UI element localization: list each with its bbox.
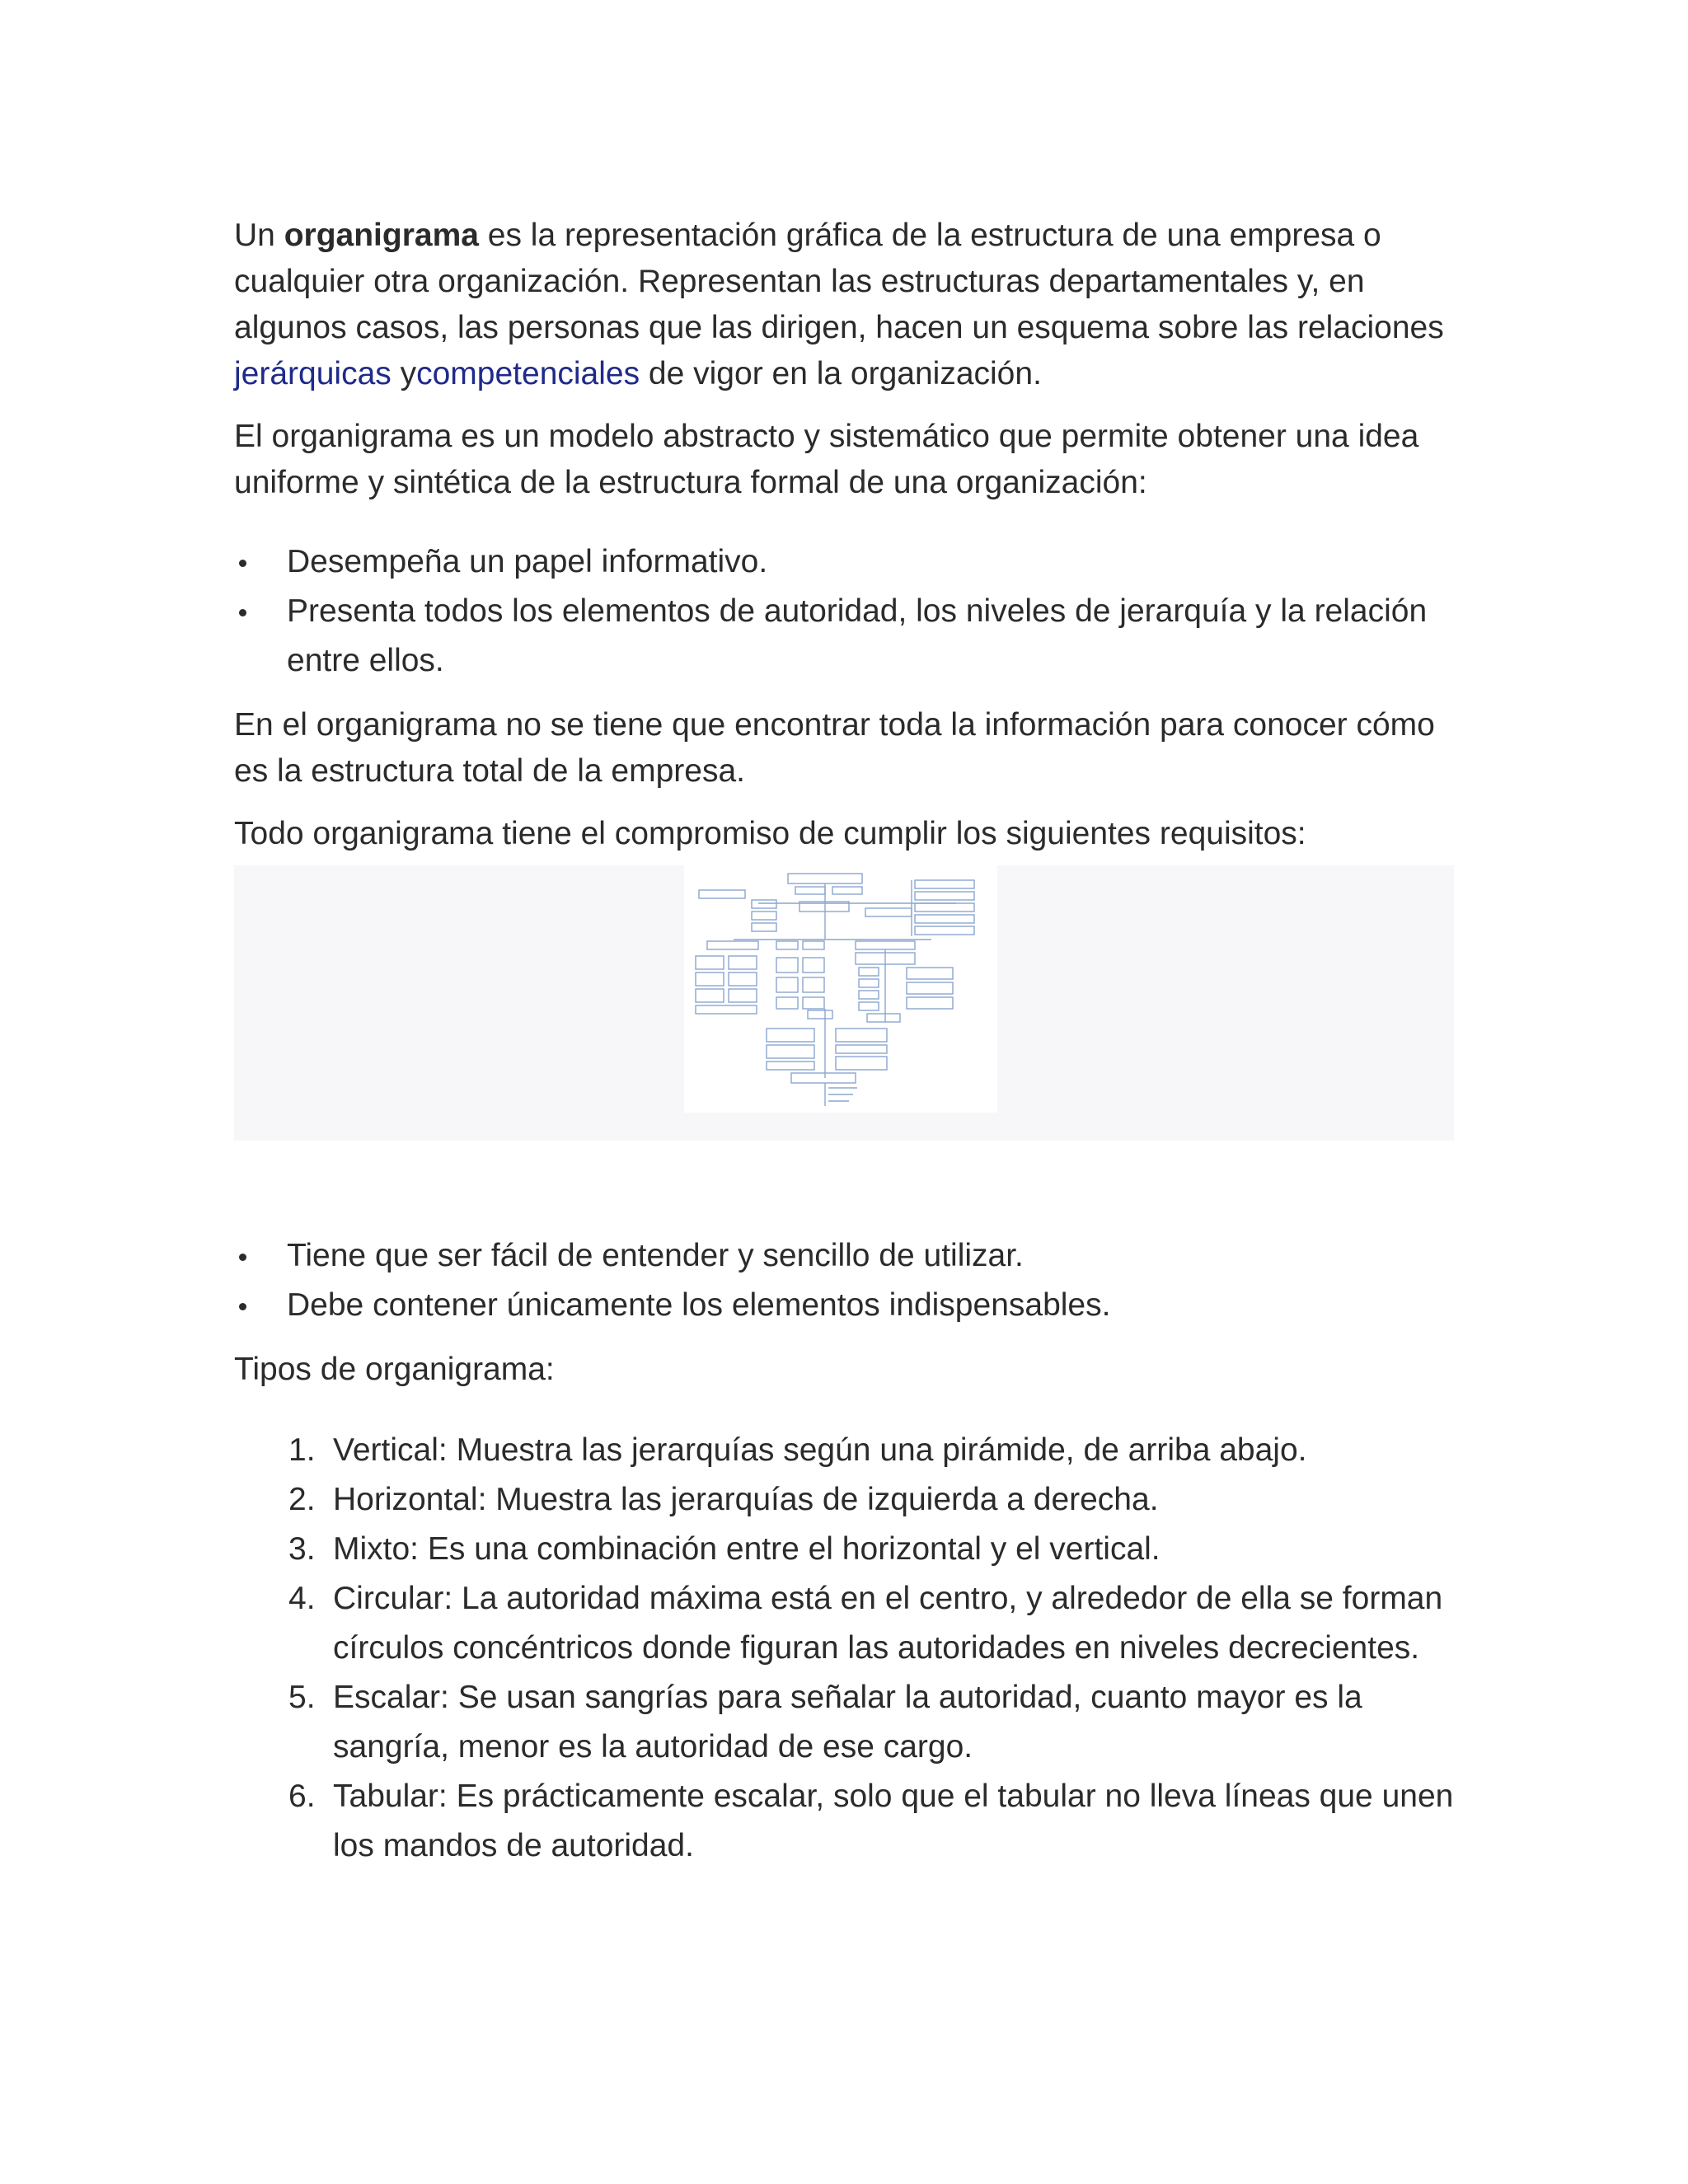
paragraph-requisitos: Todo organigrama tiene el compromiso de cumplir los siguientes requisitos: [234,816,1306,851]
link-competenciales[interactable]: competenciales [416,356,640,391]
link-jerarquicas[interactable]: jerárquicas [234,356,392,391]
paragraph-informacion: En el organigrama no se tiene que encontrar toda la información para conocer cómo es la estructura total de la empresa. [234,707,1435,789]
list-item: 2. Horizontal: Muestra las jerarquías de izquierda a derecha. [288,1482,1159,1517]
term-organigrama: organigrama [284,218,479,253]
intro-paragraph: Un organigrama es la representación gráfica de la estructura de una empresa o cualquier otra organización. Representan las estructuras departamentales y, en algunos casos, las personas que las dirigen, hacen un esquema sobre las relaciones jerárquicas ycompetenciales de vigor en la organización. [234,218,1444,391]
list-item: 3. Mixto: Es una combinación entre el horizontal y el vertical. [288,1531,1160,1567]
list-item: Desempeña un papel informativo. [234,537,1454,587]
paragraph-tipos: Tipos de organigrama: [234,1352,555,1387]
list-item: Tiene que ser fácil de entender y sencillo de utilizar. [234,1231,1454,1281]
list-item: 4. Circular: La autoridad máxima está en el centro, y alrededor de ella se forman círculos concéntricos donde figuran las autoridades en niveles decrecientes. [288,1581,1443,1666]
paragraph-modelo: El organigrama es un modelo abstracto y sistemático que permite obtener una idea uniforme y sintética de la estructura formal de una organización: [234,419,1419,500]
list-item: 5. Escalar: Se usan sangrías para señalar la autoridad, cuanto mayor es la sangría, menor es la autoridad de ese cargo. [288,1680,1362,1765]
list-item: Debe contener únicamente los elementos indispensables. [234,1281,1454,1330]
numbered-list-tipos [234,1426,1454,1871]
org-chart-image [684,865,997,1113]
document-page [234,213,1454,1871]
figure-band [234,865,1454,1141]
list-item: 6. Tabular: Es prácticamente escalar, solo que el tabular no lleva líneas que unen los mandos de autoridad. [288,1779,1454,1863]
list-item: Presenta todos los elementos de autoridad, los niveles de jerarquía y la relación entre ellos. [234,587,1454,686]
bullet-list-requisitos [234,1231,1454,1330]
org-chart-diagram-icon [684,865,997,1113]
list-item: 1. Vertical: Muestra las jerarquías según una pirámide, de arriba abajo. [288,1432,1307,1468]
bullet-list-roles [234,537,1454,686]
